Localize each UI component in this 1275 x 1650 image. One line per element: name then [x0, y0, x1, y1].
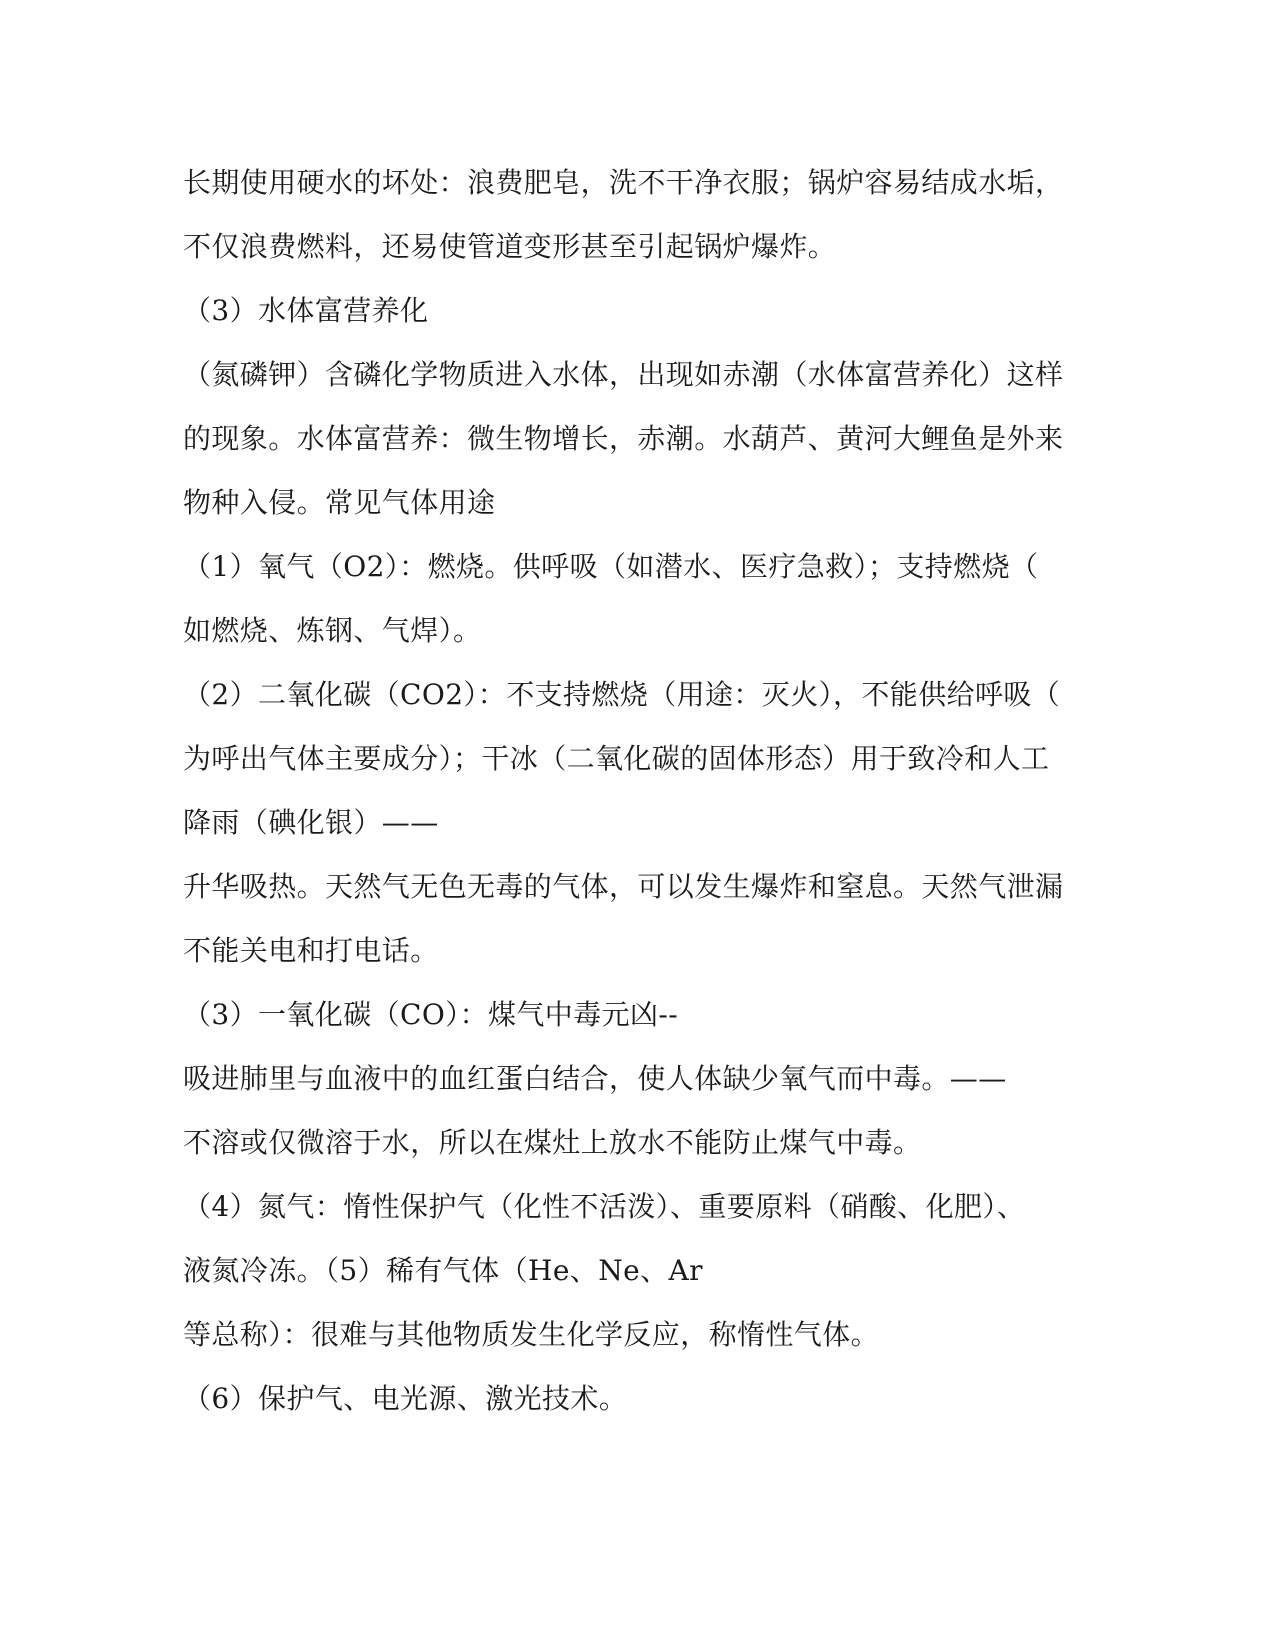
text-line: 不仅浪费燃料，还易使管道变形甚至引起锅炉爆炸。	[183, 230, 837, 263]
text-line: 为呼出气体主要成分）；干冰（二氧化碳的固体形态）用于致冷和人工	[183, 742, 1050, 775]
text-line: （3）一氧化碳（CO）：煤气中毒元凶--	[183, 998, 679, 1031]
text-line: （2）二氧化碳（CO2）：不支持燃烧（用途：灭火），不能供给呼吸（	[183, 678, 1061, 711]
text-line: （氮磷钾）含磷化学物质进入水体，出现如赤潮（水体富营养化）这样	[183, 358, 1064, 391]
text-line: 如燃烧、炼钢、气焊）。	[183, 614, 482, 647]
text-line: （1）氧气（O2）：燃烧。供呼吸（如潜水、医疗急救）；支持燃烧（	[183, 550, 1039, 583]
text-line: 的现象。水体富营养：微生物增长，赤潮。水葫芦、黄河大鲤鱼是外来	[183, 422, 1064, 455]
text-line: 等总称）：很难与其他物质发生化学反应，称惰性气体。	[183, 1318, 880, 1351]
text-line: 不能关电和打电话。	[183, 934, 439, 967]
section-heading: （3）水体富营养化	[183, 294, 429, 327]
text-line: 液氮冷冻。（5）稀有气体（He、Ne、Ar	[183, 1254, 703, 1287]
text-line: （6）保护气、电光源、激光技术。	[183, 1382, 628, 1415]
text-line: 长期使用硬水的坏处：浪费肥皂，洗不干净衣服；锅炉容易结成水垢，	[183, 166, 1064, 199]
text-line: 吸进肺里与血液中的血红蛋白结合，使人体缺少氧气而中毒。——	[183, 1062, 1007, 1095]
text-line: 不溶或仅微溶于水，所以在煤灶上放水不能防止煤气中毒。	[183, 1126, 922, 1159]
text-line: 降雨（碘化银）——	[183, 806, 439, 839]
text-line: （4）氮气：惰性保护气（化性不活泼）、重要原料（硝酸、化肥）、	[183, 1190, 1026, 1223]
text-line: 物种入侵。常见气体用途	[183, 486, 496, 519]
text-line: 升华吸热。天然气无色无毒的气体，可以发生爆炸和窒息。天然气泄漏	[183, 870, 1064, 903]
